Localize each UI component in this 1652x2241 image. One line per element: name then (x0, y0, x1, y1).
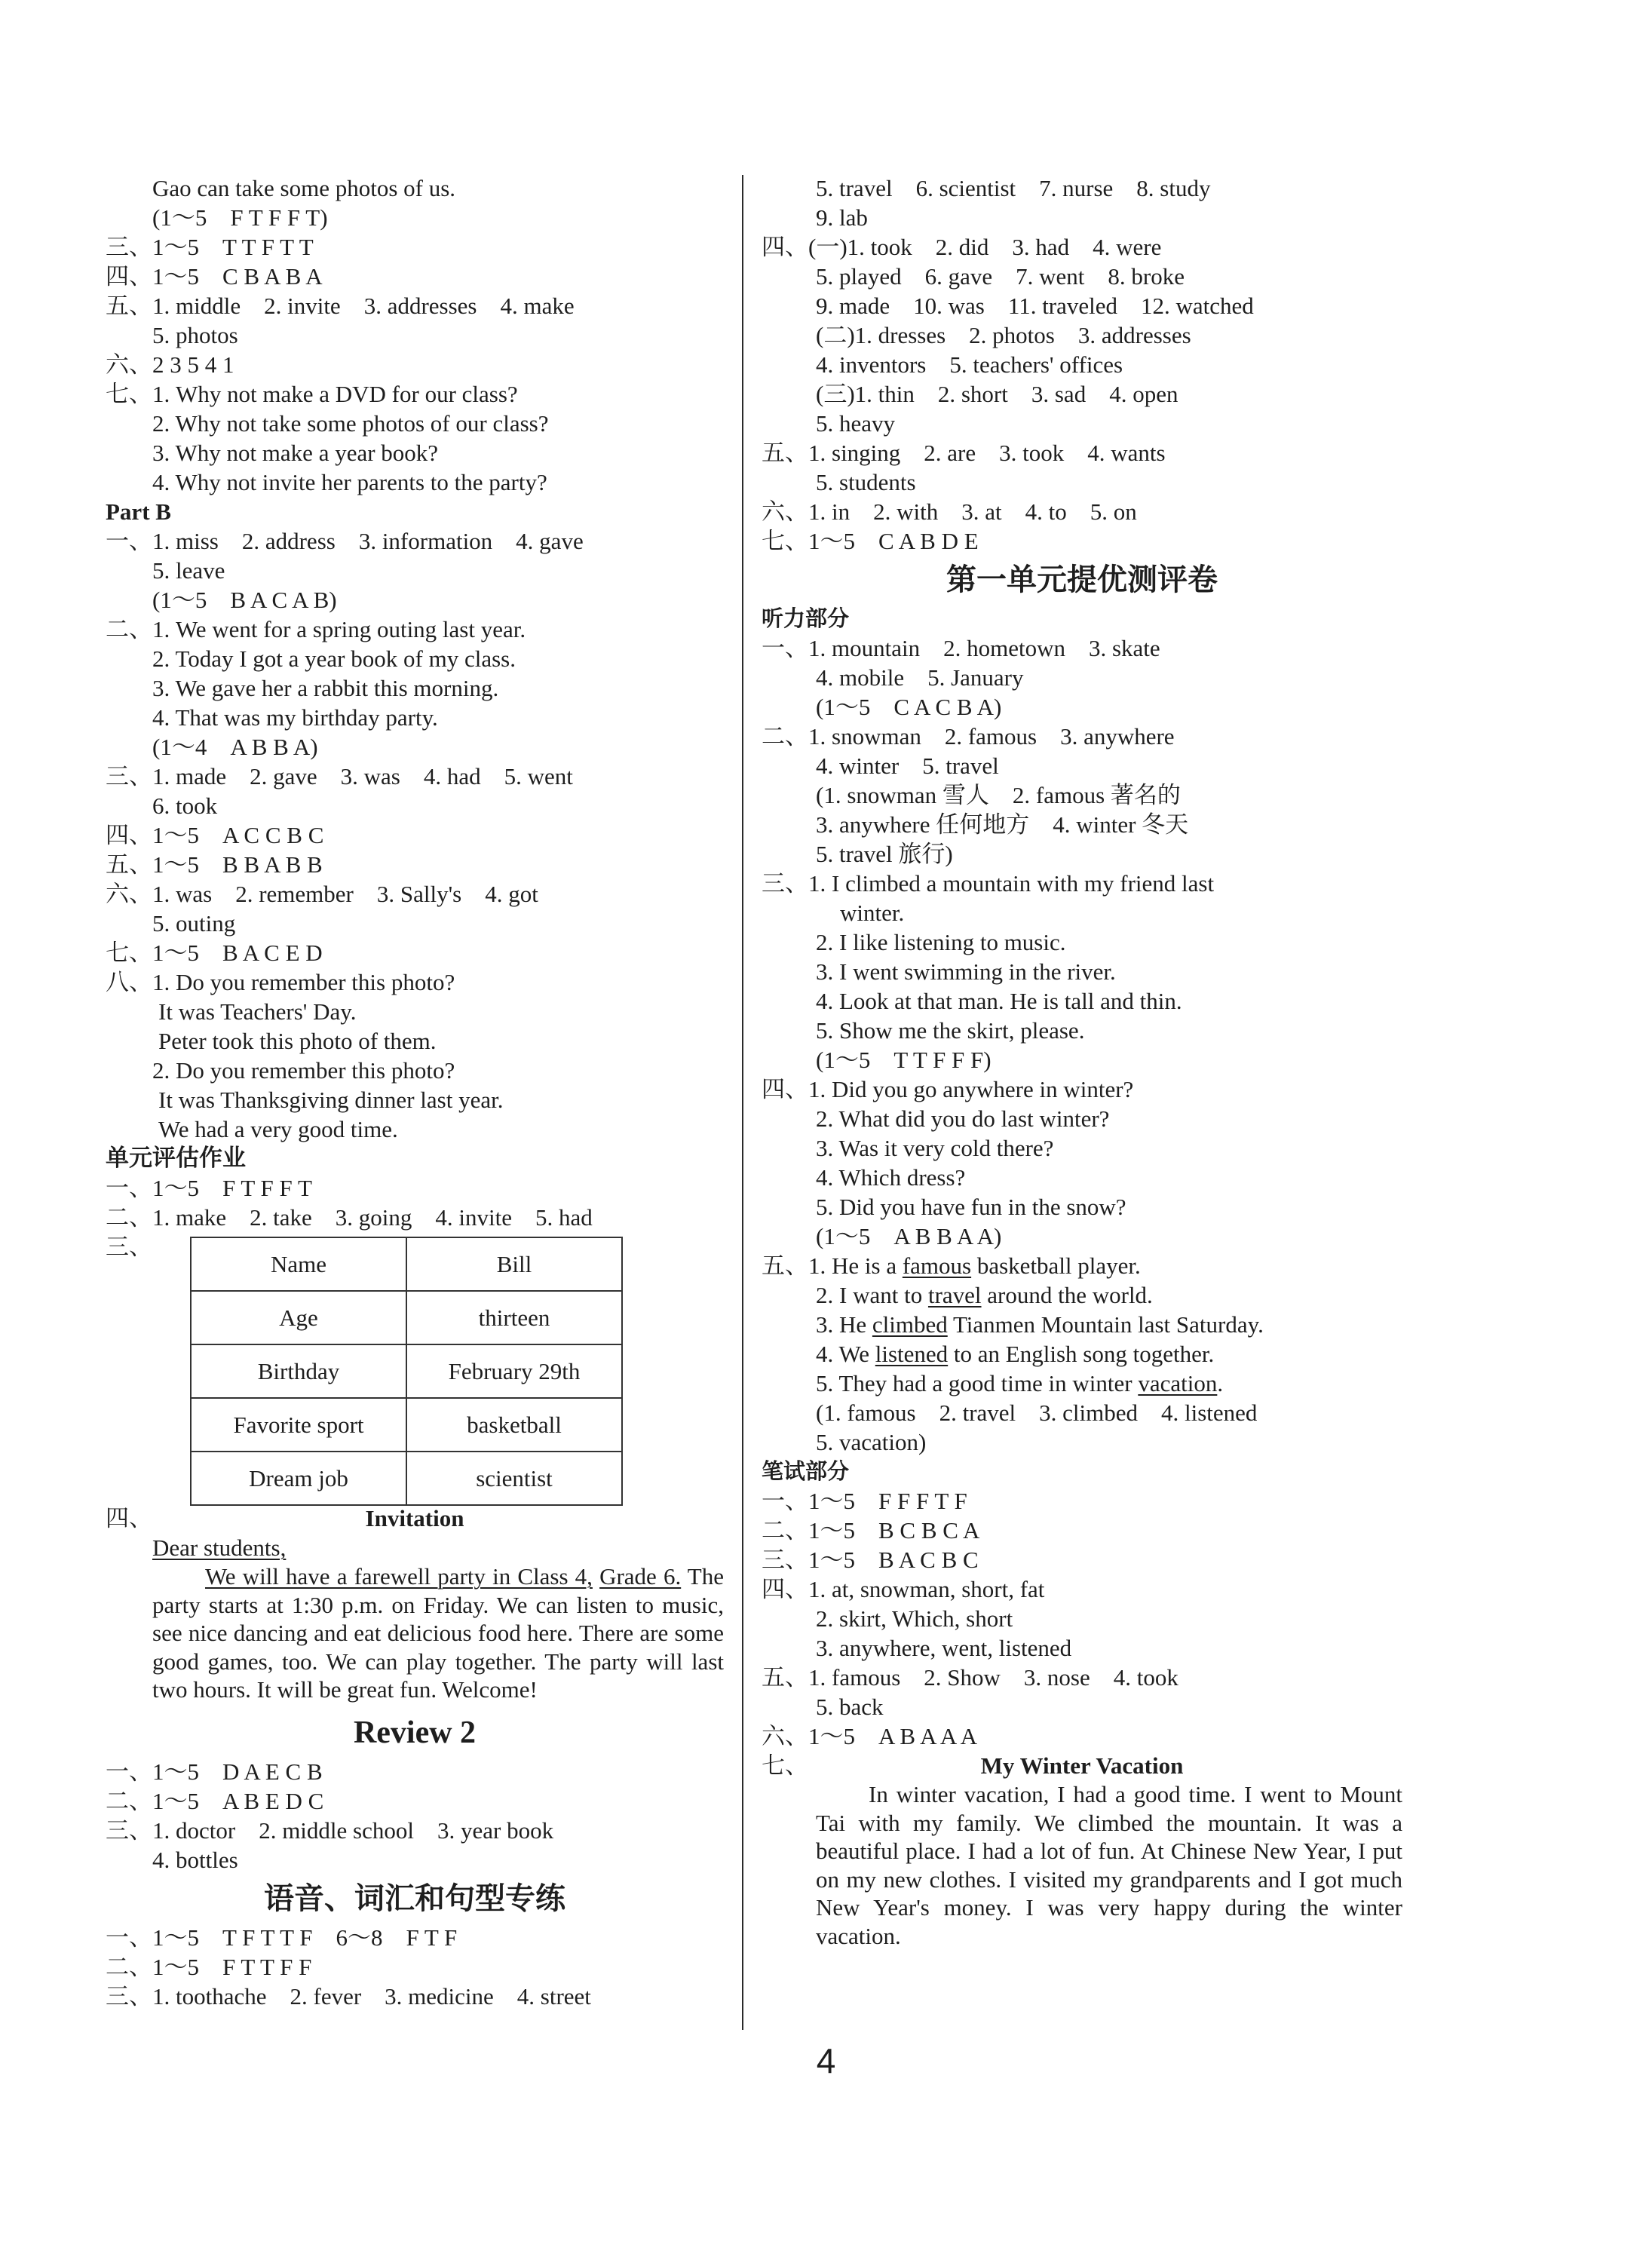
right-column (762, 173, 1402, 1950)
invitation-header (106, 1504, 724, 1533)
answer-line: 六、1. was 2. remember 3. Sally's 4. got (106, 881, 538, 907)
answer-line: 5. Did you have fun in the snow? (816, 1194, 1126, 1220)
answer-line: 3. I went swimming in the river. (816, 958, 1116, 985)
answer-line: 4. mobile 5. January (816, 664, 1024, 691)
answer-line: 2. I like listening to music. (816, 929, 1066, 955)
invitation-title: Invitation (365, 1505, 464, 1531)
answer-line: 2. What did you do last winter? (816, 1105, 1110, 1132)
answer-line: 五、1～5 B B A B B (106, 851, 323, 878)
answer-line: 5. heavy (816, 410, 896, 437)
table-cell: thirteen (406, 1291, 622, 1344)
answer-line: 4. bottles (152, 1846, 238, 1873)
table-cell: scientist (406, 1452, 622, 1505)
answer-line: 七、1～5 C A B D E (762, 528, 979, 554)
answer-line: (三)1. thin 2. short 3. sad 4. open (816, 381, 1178, 407)
answer-line: 2. skirt, Which, short (816, 1605, 1013, 1632)
answer-line: 5. photos (152, 322, 238, 348)
answer-line: (1. snowman 雪人 2. famous 著名的 (816, 782, 1181, 808)
answer-line: It was Teachers' Day. (158, 998, 357, 1025)
answer-line: 5. They had a good time in winter vacation. (816, 1370, 1224, 1396)
answer-line: 5. back (816, 1694, 884, 1720)
answer-line: 9. lab (816, 204, 868, 231)
answer-line: 2. Do you remember this photo? (152, 1057, 455, 1084)
answer-line: 七、1～5 B A C E D (106, 940, 323, 966)
answer-line: 4. inventors 5. teachers' offices (816, 351, 1123, 378)
answer-line: (1. famous 2. travel 3. climbed 4. listened (816, 1399, 1258, 1426)
answer-line: 六、1. in 2. with 3. at 4. to 5. on (762, 498, 1137, 525)
underlined-word: climbed (872, 1311, 948, 1338)
info-table-block: 三、 Name Bill Age thirteen Birthday February 29th Favorite sport basketball Dream job scientist (106, 1232, 724, 1504)
item-label: 四、 (106, 1505, 152, 1531)
answer-line: 四、1. at, snowman, short, fat (762, 1576, 1045, 1602)
answer-line: Gao can take some photos of us. (152, 175, 456, 201)
answer-line: 五、1. middle 2. invite 3. addresses 4. make (106, 293, 575, 319)
answer-line: (1～5 T T F F F) (816, 1047, 992, 1073)
column-divider (742, 175, 743, 2030)
answer-line: 二、1～5 B C B C A (762, 1517, 980, 1544)
section-heading: 单元评估作业 (106, 1145, 246, 1172)
answer-line: Peter took this photo of them. (158, 1028, 437, 1054)
vocab-title: 语音、词汇和句型专练 (264, 1881, 565, 1916)
invitation-underlined: We will have a farewell party in Class 4, (205, 1563, 593, 1590)
answer-line: 5. leave (152, 557, 225, 584)
answer-line: It was Thanksgiving dinner last year. (158, 1087, 504, 1113)
answer-line: 五、1. famous 2. Show 3. nose 4. took (762, 1664, 1178, 1691)
answer-line: 一、1～5 D A E C B (106, 1758, 323, 1785)
answer-line: 3. Was it very cold there? (816, 1135, 1054, 1161)
table-cell: Dream job (191, 1452, 406, 1505)
answer-line: 四、1. Did you go anywhere in winter? (762, 1076, 1134, 1102)
answer-line: 八、1. Do you remember this photo? (106, 969, 455, 995)
answer-line: 三、1. toothache 2. fever 3. medicine 4. street (106, 1982, 591, 2010)
answer-line: We had a very good time. (158, 1116, 398, 1142)
answer-line: 二、1. make 2. take 3. going 4. invite 5. had (106, 1204, 593, 1231)
underlined-word: travel (927, 1282, 982, 1308)
answer-line: 三、1. doctor 2. middle school 3. year book (106, 1816, 554, 1844)
underlined-word: famous (902, 1252, 972, 1279)
answer-line: (1～5 C A C B A) (816, 694, 1002, 720)
info-table (190, 1237, 623, 1506)
answer-line: 2. I want to travel around the world. (816, 1282, 1153, 1308)
invitation-greeting: Dear students, (152, 1534, 287, 1561)
answer-line: 四、(一)1. took 2. did 3. had 4. were (762, 234, 1162, 260)
answer-line: 一、1. miss 2. address 3. information 4. gave (106, 528, 584, 554)
invitation-underlined: Grade 6. (599, 1563, 682, 1590)
answer-line: 5. Show me the skirt, please. (816, 1017, 1085, 1044)
section-heading: 听力部分 (762, 605, 850, 631)
invitation-text: The party starts at 1:30 p.m. on Friday. We can listen to music, see nice dancing and eat delicious food here. There are some good games, too. We can play together. The party will last two hours. It will be great fun. Welcome! (152, 1563, 724, 1703)
answer-line: 5. students (816, 469, 916, 495)
answer-line: 2. Today I got a year book of my class. (152, 645, 516, 672)
essay-body: In winter vacation, I had a good time. I went to Mount Tai with my family. We climbed the mountain. It was a beautiful place. I had a lot of fun. At Chinese New Year, I put on my new clothes. I visited my grandparents and I got much New Year's money. I was very happy during the winter vacation. (816, 1781, 1402, 1949)
item-label: 五、 (762, 1252, 808, 1279)
answer-line: 4. Why not invite her parents to the party? (152, 469, 547, 495)
answer-line: 三、1～5 B A C B C (762, 1547, 979, 1573)
answer-line: 二、1～5 F T T F F (106, 1953, 312, 1980)
answer-line: 4. Look at that man. He is tall and thin. (816, 988, 1182, 1014)
answer-line: 六、2 3 5 4 1 (106, 351, 234, 378)
answer-line: 五、1. singing 2. are 3. took 4. wants (762, 440, 1166, 466)
answer-line: 一、1. mountain 2. hometown 3. skate (762, 635, 1160, 661)
table-row (191, 1344, 622, 1398)
answer-line: (1～5 F T F F T) (152, 204, 328, 231)
answer-line: 4. Which dress? (816, 1164, 966, 1191)
answer-line: 二、1. snowman 2. famous 3. anywhere (762, 723, 1175, 750)
answer-line: (1～5 B A C A B) (152, 587, 337, 613)
section-heading: Part B (106, 498, 171, 525)
underlined-word: listened (875, 1341, 949, 1367)
answer-line: (1～4 A B B A) (152, 734, 318, 760)
page-number: 4 (816, 2041, 836, 2080)
answer-line: 二、1～5 A B E D C (106, 1787, 324, 1814)
table-cell: basketball (406, 1398, 622, 1452)
answer-line: 3. anywhere, went, listened (816, 1635, 1072, 1661)
invitation-block (106, 1533, 724, 1704)
answer-line: 6. took (152, 792, 218, 819)
left-column (106, 173, 724, 2011)
answer-line: 一、1～5 F T F F T (106, 1175, 312, 1201)
answer-line: 四、1～5 C B A B A (106, 263, 323, 290)
answer-line: 3. anywhere 任何地方 4. winter 冬天 (816, 811, 1189, 838)
answer-line: 3. Why not make a year book? (152, 440, 439, 466)
answer-line: 5. played 6. gave 7. went 8. broke (816, 263, 1185, 290)
answer-line: 五、1. He is a famous basketball player. (762, 1252, 1141, 1279)
answer-line: 三、1. I climbed a mountain with my friend last (762, 870, 1215, 897)
answer-line: 六、1～5 A B A A A (762, 1723, 977, 1749)
table-cell: Age (191, 1291, 406, 1344)
item-label: 七、 (762, 1752, 808, 1779)
answer-line: 四、1～5 A C C B C (106, 822, 324, 848)
answer-line: 5. travel 旅行) (816, 841, 953, 867)
table-row (191, 1398, 622, 1452)
table-row (191, 1237, 622, 1291)
answer-line: 4. We listened to an English song together. (816, 1341, 1215, 1367)
table-cell: February 29th (406, 1344, 622, 1398)
answer-line: 三、1～5 T T F T T (106, 234, 314, 260)
table-row (191, 1452, 622, 1505)
answer-line: (二)1. dresses 2. photos 3. addresses (816, 322, 1191, 348)
answer-line: 3. We gave her a rabbit this morning. (152, 675, 499, 701)
answer-line: winter. (840, 900, 905, 926)
review-title: Review 2 (353, 1715, 477, 1750)
section-heading: 笔试部分 (762, 1458, 850, 1484)
table-cell: Birthday (191, 1344, 406, 1398)
test-title: 第一单元提优测评卷 (946, 563, 1218, 597)
answer-line: 4. winter 5. travel (816, 753, 999, 779)
answer-line: 三、1. made 2. gave 3. was 4. had 5. went (106, 763, 573, 789)
essay-title: My Winter Vacation (980, 1752, 1184, 1779)
answer-line: 4. That was my birthday party. (152, 704, 438, 731)
table-row (191, 1291, 622, 1344)
answer-line: 5. travel 6. scientist 7. nurse 8. study (816, 175, 1211, 201)
table-cell: Name (191, 1237, 406, 1291)
answer-line: 二、1. We went for a spring outing last year. (106, 616, 526, 642)
essay-header (762, 1751, 1402, 1780)
answer-line: 一、1～5 T F T T F 6～8 F T F (106, 1924, 458, 1951)
answer-line: 3. He climbed Tianmen Mountain last Saturday. (816, 1311, 1264, 1338)
table-cell: Favorite sport (191, 1398, 406, 1452)
answer-line: 2. Why not take some photos of our class? (152, 410, 549, 437)
table-cell: Bill (406, 1237, 622, 1291)
answer-line: 5. outing (152, 910, 236, 937)
answer-line: 七、1. Why not make a DVD for our class? (106, 381, 518, 407)
answer-line: 9. made 10. was 11. traveled 12. watched (816, 293, 1254, 319)
underlined-word: vacation (1138, 1370, 1218, 1396)
invitation-body (152, 1562, 724, 1704)
answer-line: 一、1～5 F F F T F (762, 1488, 967, 1514)
answer-line: (1～5 A B B A A) (816, 1223, 1002, 1249)
answer-line: 5. vacation) (816, 1429, 927, 1455)
